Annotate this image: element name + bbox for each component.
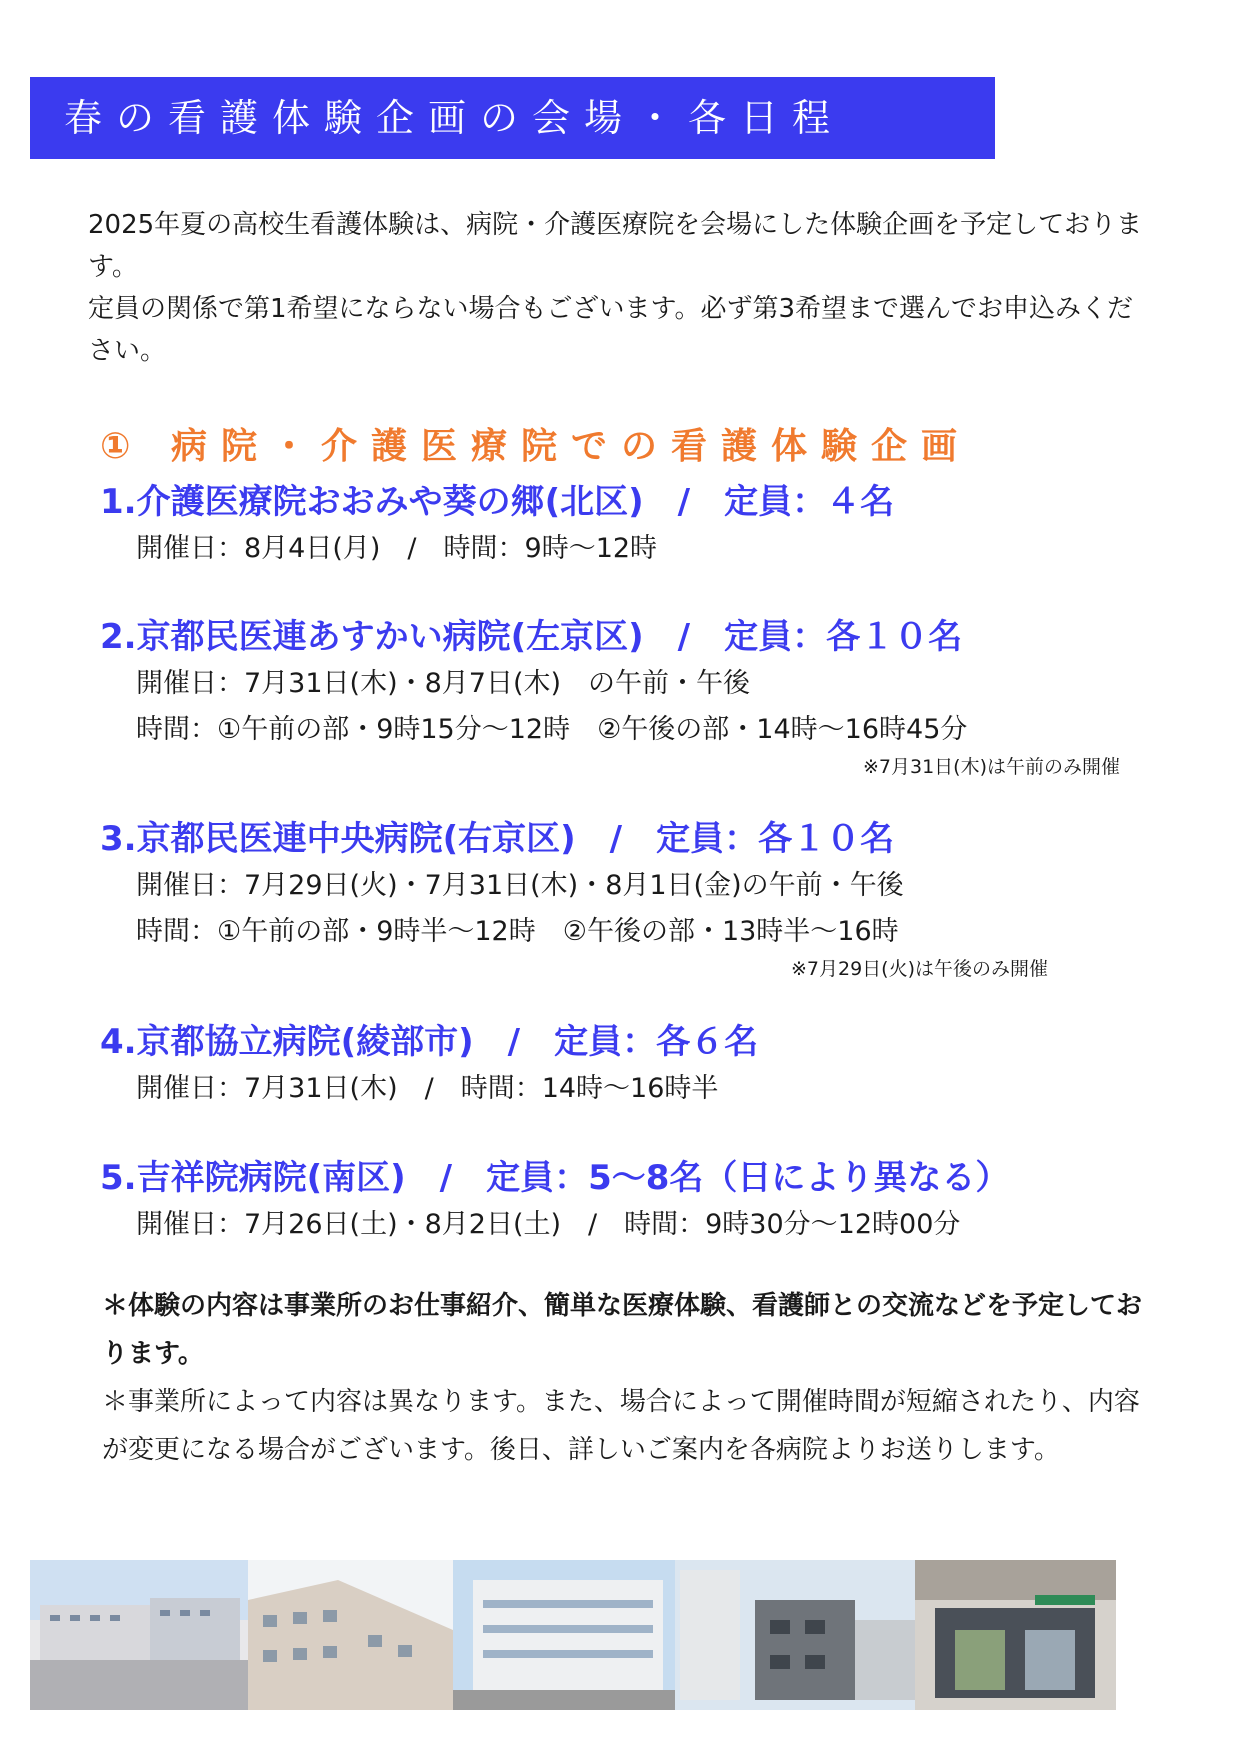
- venue-title: 1.介護医療院おおみや葵の郷(北区) / 定員：４名: [100, 482, 895, 522]
- notes: [102, 1282, 1152, 1474]
- venue-schedule: 開催日：7月26日(土)・8月2日(土) / 時間：9時30分～12時00分: [136, 1209, 961, 1240]
- venue-title: 3.京都民医連中央病院(右京区) / 定員：各１０名: [100, 819, 895, 859]
- note-content: ＊体験の内容は事業所のお仕事紹介、簡単な医療体験、看護師との交流などを予定しております。: [102, 1291, 1143, 1369]
- venue-title: 2.京都民医連あすかい病院(左京区) / 定員：各１０名: [100, 617, 963, 657]
- note-disclaimer: ＊事業所によって内容は異なります。また、場合によって開催時間が短縮されたり、内容が変更になる場合がございます。後日、詳しいご案内を各病院よりお送りします。: [102, 1387, 1140, 1465]
- venue-time: 時間：①午前の部・9時半～12時 ②午後の部・13時半～16時: [136, 916, 899, 947]
- venue-5: [100, 1154, 1009, 1248]
- intro-paragraph: 定員の関係で第1希望にならない場合もございます。必ず第3希望まで選んでお申込みください。: [88, 294, 1134, 366]
- hospital-photo: [675, 1560, 915, 1710]
- venue-4: [100, 1018, 758, 1112]
- section-heading: ① 病院・介護医療院での看護体験企画: [100, 426, 972, 467]
- intro-text: [88, 204, 1148, 372]
- hospital-photo: [30, 1560, 248, 1710]
- venue-note: ※7月31日(木)は午前のみ開催: [862, 756, 1120, 778]
- venue-note: ※7月29日(火)は午後のみ開催: [790, 958, 1048, 980]
- hospital-photo: [453, 1560, 675, 1710]
- intro-paragraph: 2025年夏の高校生看護体験は、病院・介護医療院を会場にした体験企画を予定しております。: [88, 210, 1143, 282]
- banner-title: 春の看護体験企画の会場・各日程: [64, 96, 845, 140]
- venue-schedule: 開催日：7月31日(木) / 時間：14時～16時半: [136, 1073, 719, 1104]
- hospital-photo: [915, 1560, 1116, 1710]
- venue-3: [100, 815, 1048, 983]
- hospital-photo: [248, 1560, 453, 1710]
- venue-2: [100, 613, 1120, 781]
- venue-schedule: 開催日：7月31日(木)・8月7日(木) の午前・午後: [136, 668, 751, 699]
- venue-1: [100, 478, 894, 572]
- venue-title: 4.京都協立病院(綾部市) / 定員：各６名: [100, 1022, 759, 1062]
- venue-title: 5.吉祥院病院(南区) / 定員：5～8名（日により異なる）: [100, 1158, 1010, 1198]
- venue-schedule: 開催日：7月29日(火)・7月31日(木)・8月1日(金)の午前・午後: [136, 870, 904, 901]
- venue-schedule: 開催日：8月4日(月) / 時間：9時～12時: [136, 533, 658, 564]
- page-banner: [30, 77, 995, 159]
- venue-time: 時間：①午前の部・9時15分～12時 ②午後の部・14時～16時45分: [136, 714, 968, 745]
